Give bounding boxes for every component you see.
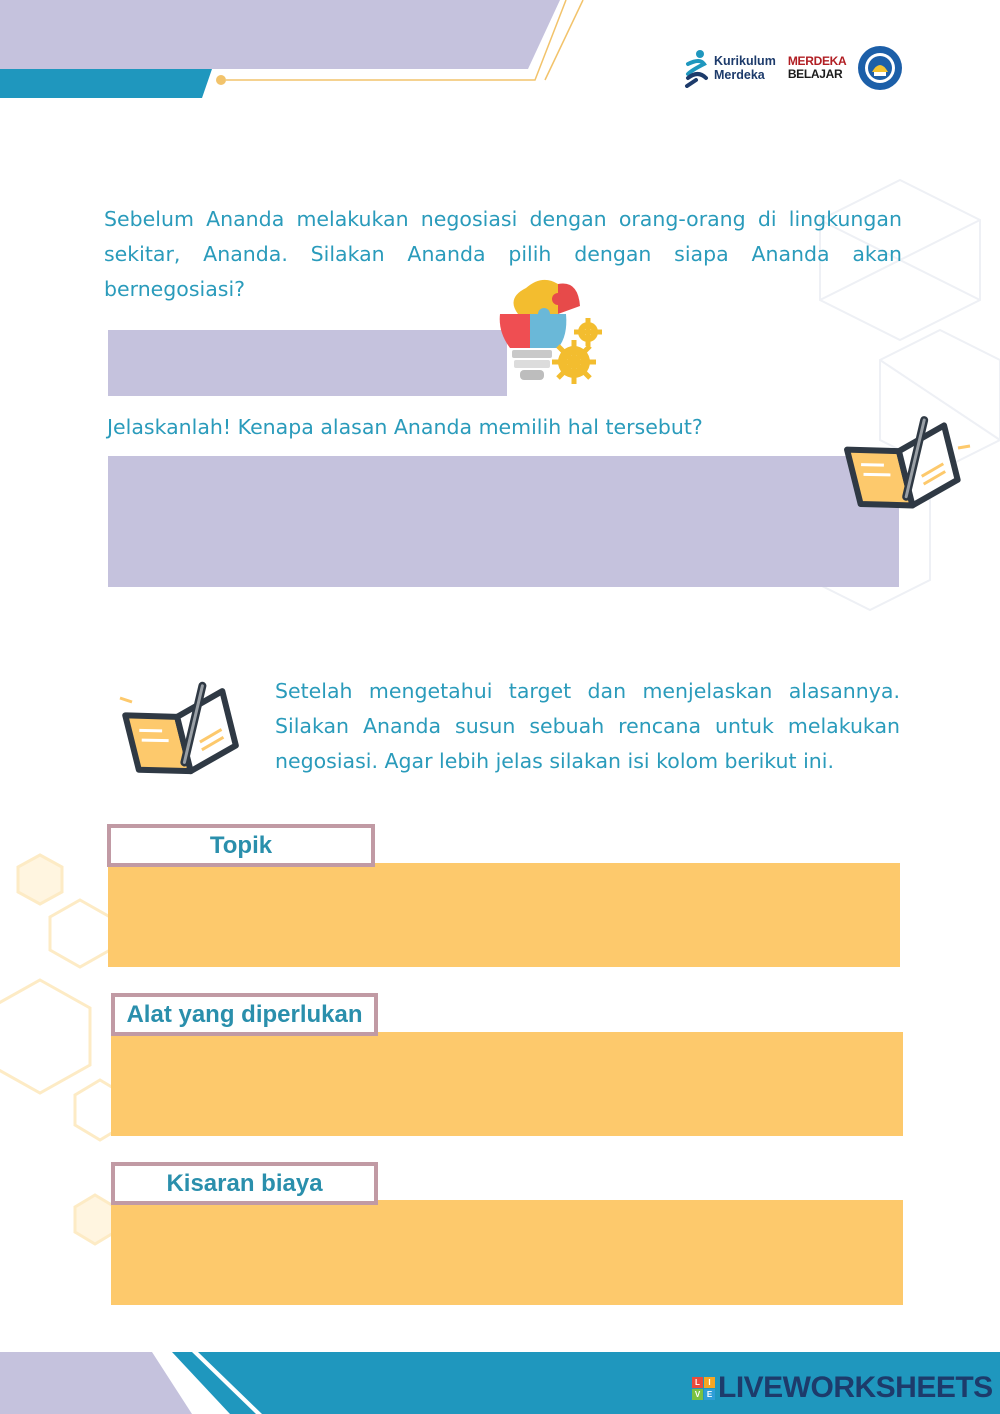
- header-logos: [684, 44, 902, 92]
- kurikulum-merdeka-logo-icon: [684, 48, 710, 88]
- logo-text-line2: Merdeka: [714, 68, 765, 82]
- liveworksheets-logo-icon: [692, 1377, 715, 1400]
- answer-box-negotiation-partner[interactable]: [108, 330, 507, 396]
- logo-square-e: E: [704, 1389, 715, 1400]
- logo-text-line1: Kurikulum: [714, 54, 776, 68]
- open-book-pen-icon: [114, 672, 250, 784]
- reason-question: Jelaskanlah! Kenapa alasan Ananda memilih hal tersebut?: [107, 415, 703, 439]
- label-topic: Topik: [107, 824, 375, 867]
- logo-square-i: I: [704, 1377, 715, 1388]
- label-cost: Kisaran biaya: [111, 1162, 378, 1205]
- logo-square-l: L: [692, 1377, 703, 1388]
- kemendikbud-seal-icon: [858, 46, 902, 90]
- intro-question: Sebelum Ananda melakukan negosiasi dengan orang-orang di lingkungan sekitar, Ananda. Silakan Ananda pilih dengan siapa Ananda akan bernegosiasi?: [104, 207, 902, 301]
- answer-box-cost[interactable]: [111, 1200, 903, 1305]
- open-book-pen-icon: [838, 410, 972, 516]
- lightbulb-puzzle-icon: [496, 272, 608, 390]
- answer-box-reason[interactable]: [108, 456, 899, 587]
- answer-box-tools[interactable]: [111, 1032, 903, 1136]
- plan-instruction: Setelah mengetahui target dan menjelaskan alasannya. Silakan Ananda susun sebuah rencana untuk melakukan negosiasi. Agar lebih jelas silakan isi kolom berikut ini.: [275, 679, 900, 773]
- merdeka-belajar-line1: MERDEKA: [787, 54, 847, 68]
- label-tools: Alat yang diperlukan: [111, 993, 378, 1036]
- liveworksheets-brand: [692, 1371, 993, 1405]
- logo-square-v: V: [692, 1389, 703, 1400]
- merdeka-belajar-line2: BELAJAR: [787, 67, 843, 81]
- liveworksheets-wordmark: LIVEWORKSHEETS: [718, 1371, 993, 1404]
- merdeka-belajar-logo: [788, 55, 847, 81]
- kurikulum-merdeka-logo-text: [714, 54, 776, 82]
- answer-box-topic[interactable]: [108, 863, 900, 967]
